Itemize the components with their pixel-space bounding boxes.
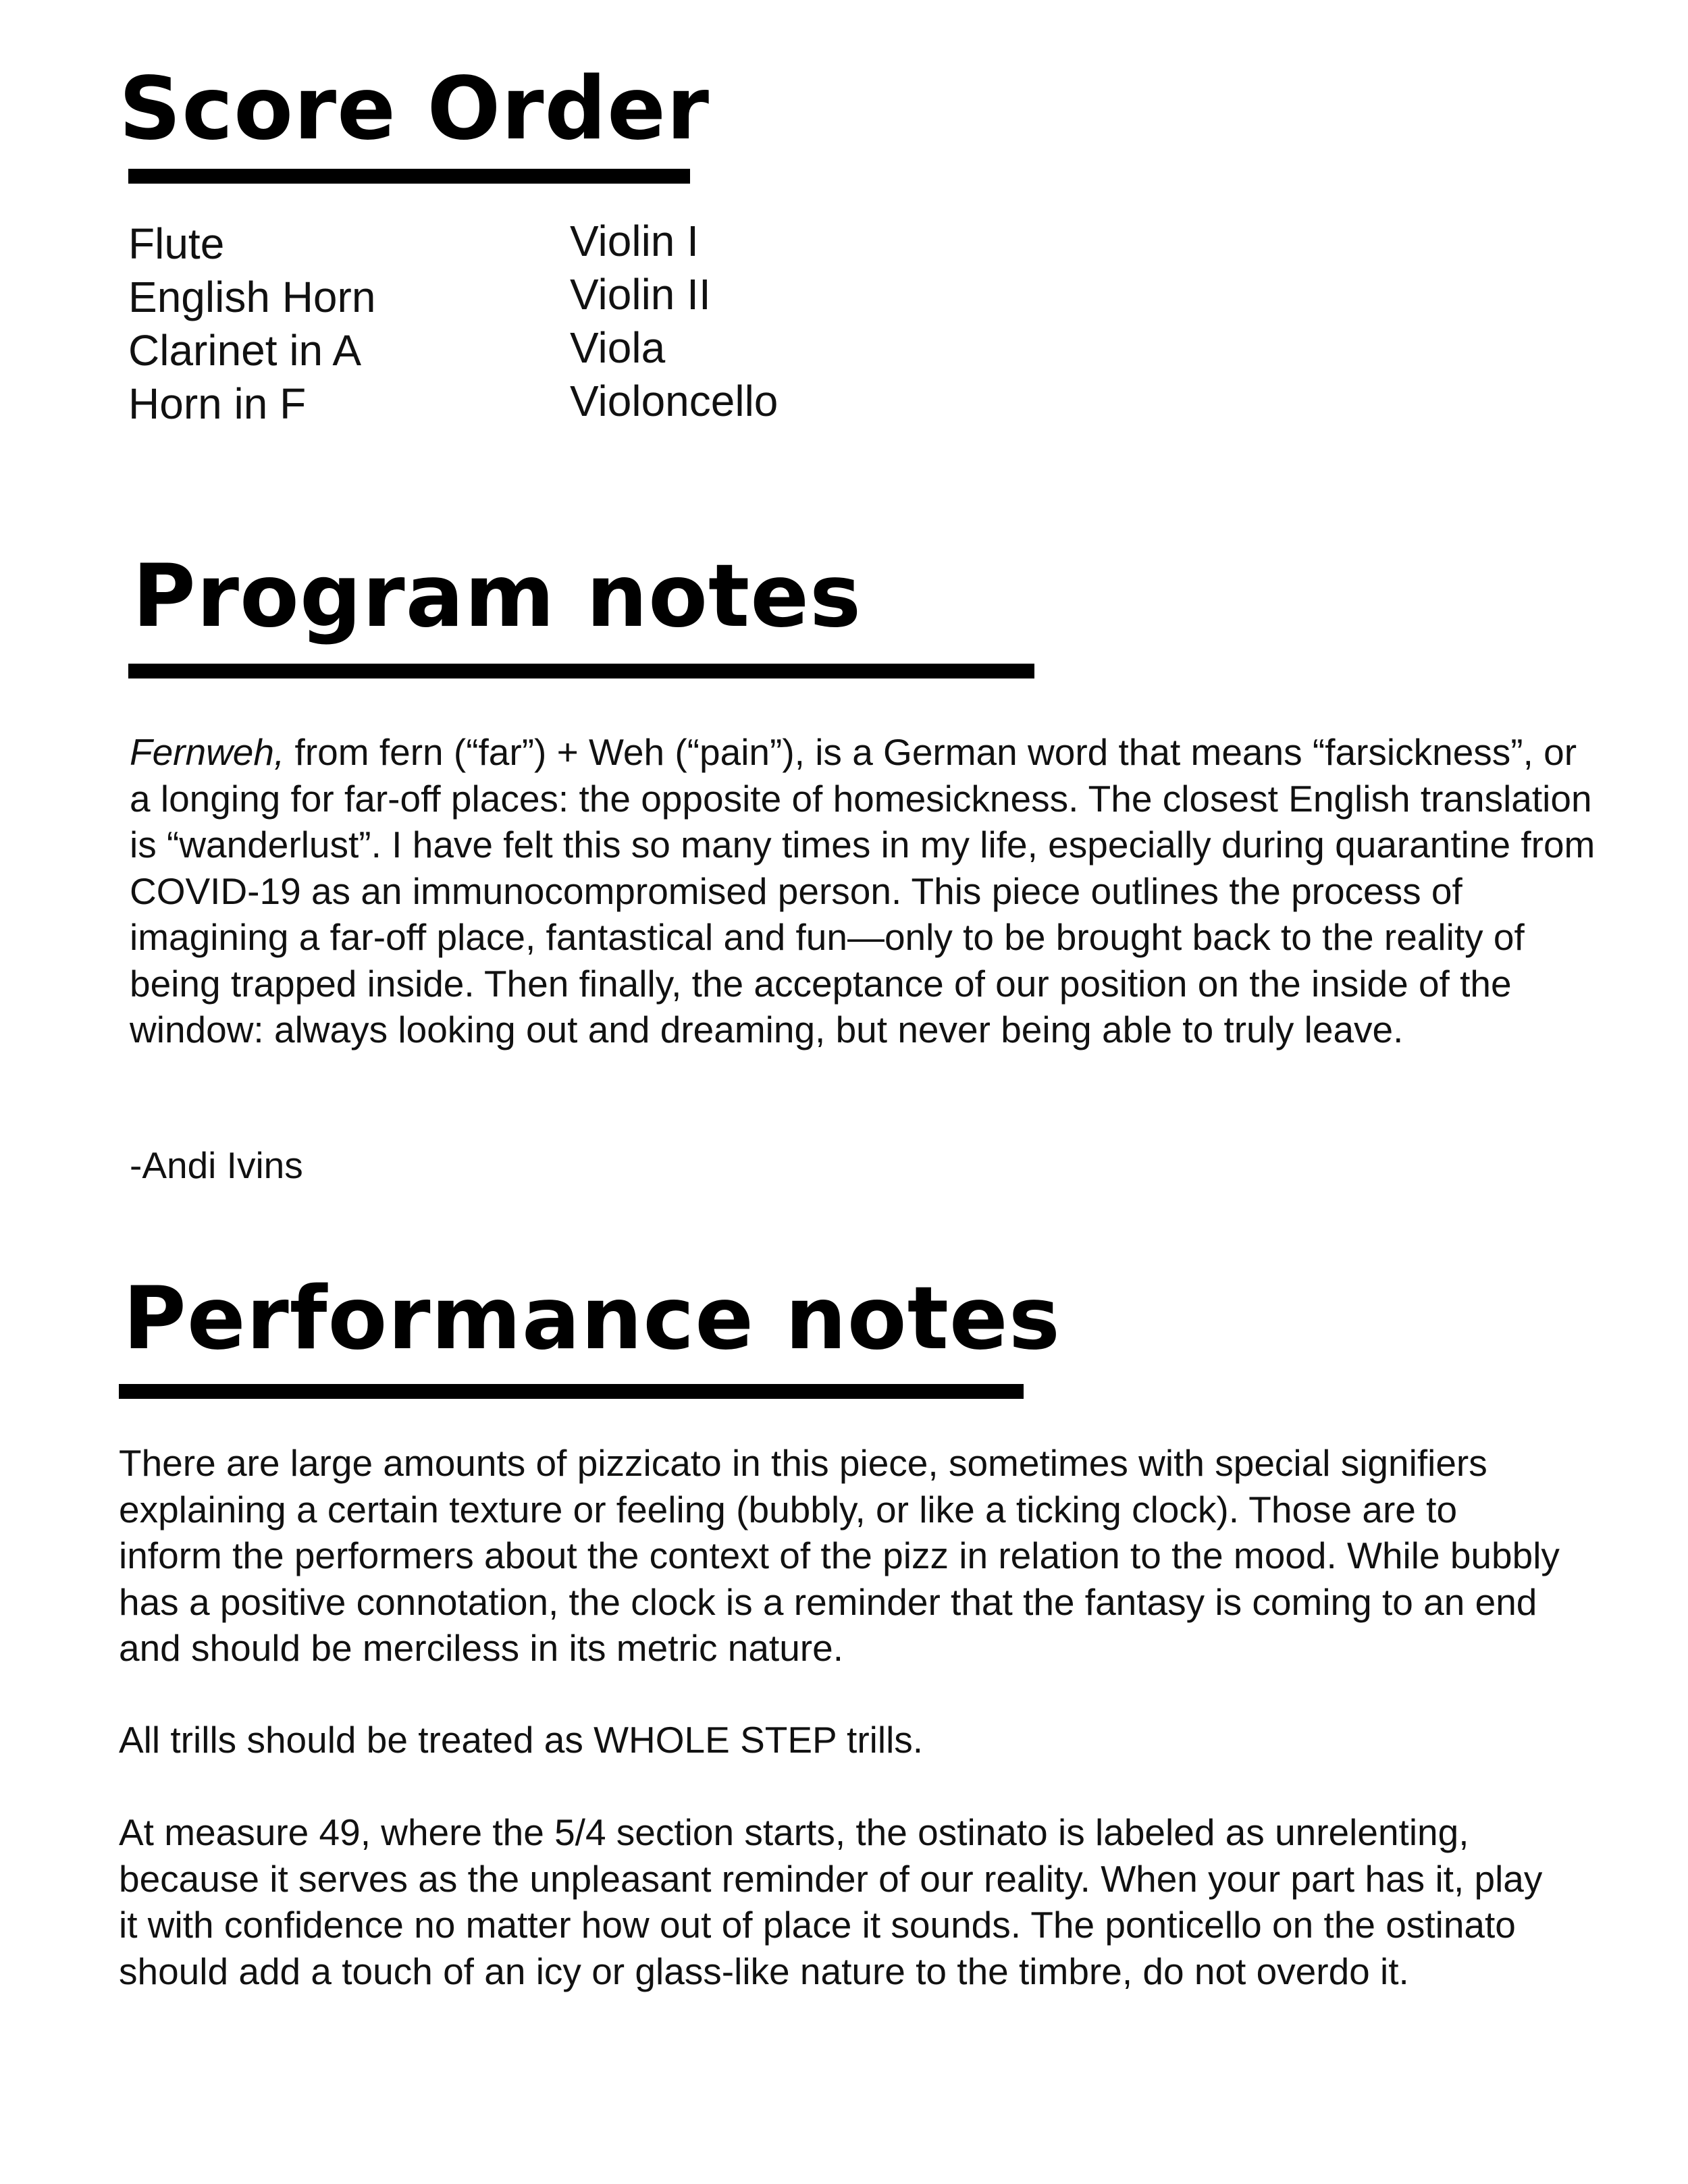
- instrument-item: Horn in F: [128, 379, 307, 428]
- instrument-item: Clarinet in A: [128, 326, 362, 375]
- strings-list: [570, 215, 778, 428]
- instrument-item: Violin II: [570, 270, 711, 319]
- performance-paragraph: There are large amounts of pizzicato in this piece, sometimes with special signifiers explaining a certain texture or feeling (bubbly, or like a ticking clock). Those are to inform the performers about the context of the pizz in relation to the mood. While bubbly has a positive connotation, the clock is a reminder that the fantasy is coming to an end and should be merciless in its metric nature.: [119, 1442, 1560, 1669]
- fernweh-term: Fernweh,: [130, 731, 285, 773]
- program-notes-heading: Program notes: [132, 546, 862, 647]
- performance-paragraph: At measure 49, where the 5/4 section starts, the ostinato is labeled as unrelenting, because it serves as the unpleasant reminder of our reality. When your part has it, play it with confidence no matter how out of place it sounds. The ponticello on the ostinato should add a touch of an icy or glass-like nature to the timbre, do not overdo it.: [119, 1811, 1543, 1992]
- winds-list: [128, 217, 375, 431]
- signature: -Andi Ivins: [130, 1144, 303, 1186]
- score-order-rule: [128, 169, 690, 184]
- performance-paragraph: All trills should be treated as WHOLE STEP trills.: [119, 1719, 924, 1761]
- instrument-item: Violoncello: [570, 377, 779, 425]
- instrument-item: Violin I: [570, 217, 699, 265]
- instrument-item: English Horn: [128, 273, 376, 321]
- program-notes-body: [130, 729, 1602, 1053]
- performance-notes-rule: [119, 1384, 1024, 1399]
- program-notes-text: from fern (“far”) + Weh (“pain”), is a German word that means “farsickness”, or a longing for far-off places: the opposite of homesickness. The closest English translation is “wanderlust”. I have felt this so many times in my life, especially during quarantine from COVID-19 as an immunocompromised person. This piece outlines the process of imagining a far-off place, fantastical and fun—only to be brought back to the reality of being trapped inside. Then finally, the acceptance of our position on the inside of the window: always looking out and dreaming, but never being able to truly leave.: [130, 731, 1595, 1050]
- instrument-item: Viola: [570, 323, 666, 372]
- instrument-item: Flute: [128, 219, 225, 268]
- program-notes-rule: [128, 664, 1034, 678]
- performance-notes-heading: Performance notes: [123, 1269, 1061, 1369]
- score-order-heading: Score Order: [119, 59, 710, 159]
